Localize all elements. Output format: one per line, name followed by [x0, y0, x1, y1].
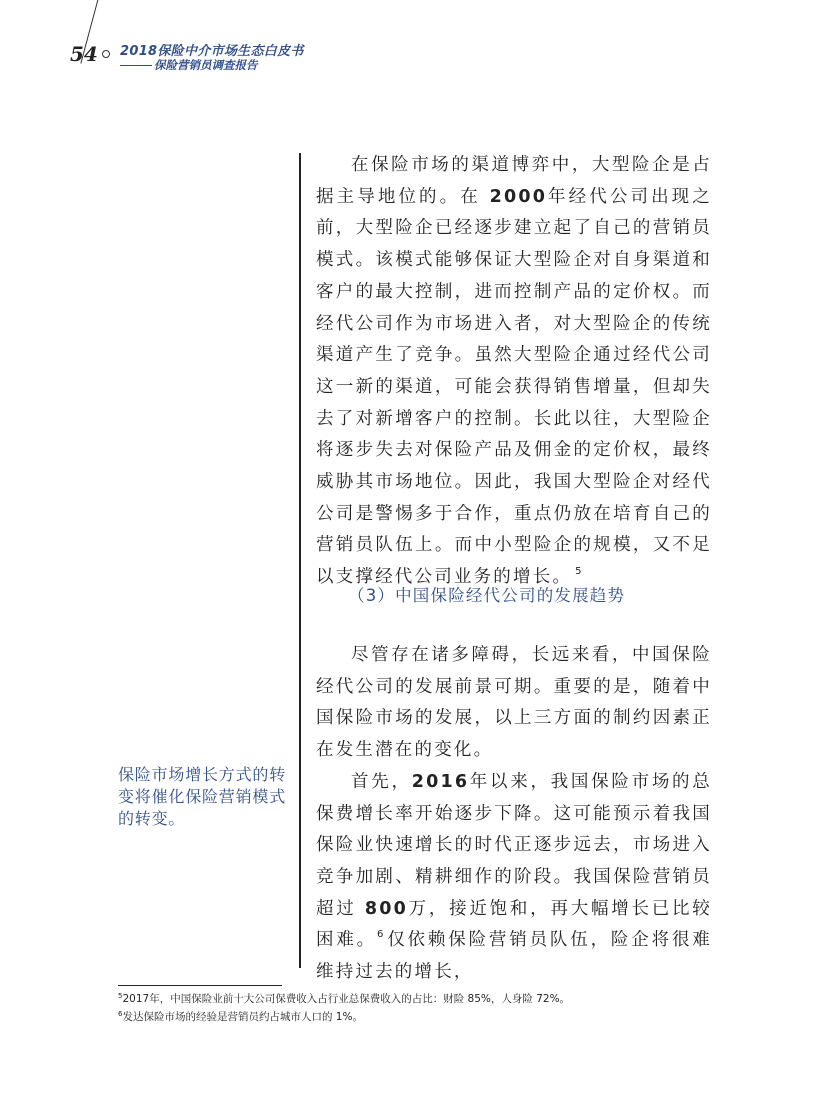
dash-line — [120, 65, 152, 67]
paragraph-1: 在保险市场的渠道博弈中，大型险企是占据主导地位的。在 2000年经代公司出现之前，大型险企已经逐步建立起了自己的营销员模式。该模式能够保证大型险企对自身渠道和客户的最大控制，进而控制产品的定价权。而经代公司作为市场进入者，对大型险企的传统渠道产生了竞争。虽然大型险企通过经代公司这一新的渠道，可能会获得销售增量，但却失去了对新增客户的控制。长此以往，大型险企将逐步失去对保险产品及佣金的定价权，最终威胁其市场地位。因此，我国大型险企对经代公司是警惕多于合作，重点仍放在培育自己的营销员队伍上。而中小型险企的规模，又不足以支撑经代公司业务的增长。 $^5$ — [316, 155, 712, 588]
pull-quote: 保险市场增长方式的转变将催化保险营销模式的转变。 — [118, 765, 287, 828]
page-number: 54 — [70, 42, 98, 66]
footnotes — [118, 990, 570, 1026]
paragraph-2: 尽管存在诸多障碍，长远来看，中国保险经代公司的发展前景可期。重要的是，随着中国保险市场的发展，以上三方面的制约因素正在发生潜在的变化。 — [316, 645, 712, 761]
subtitle-text: 保险营销员调查报告 — [154, 58, 258, 72]
paragraph-3: 首先，2016年以来，我国保险市场的总保费增长率开始逐步下降。这可能预示着我国保险业快速增长的时代正逐步远去，市场进入竞争加剧、精耕细作的阶段。我国保险营销员超过 800万，接近饱和，再大幅增长已比较困难。$^6$仅依赖保险营销员队伍，险企将很难维持过去的增长， — [316, 771, 713, 983]
document-title: 2018保险中介市场生态白皮书 — [120, 44, 304, 59]
footnote-6: $^6$发达保险市场的经验是营销员约占城市人口的 1%。 — [118, 1010, 363, 1023]
header-circle-icon — [102, 50, 110, 58]
footnote-ref-5[interactable]: 5 — [575, 566, 584, 578]
document-subtitle — [120, 57, 258, 73]
column-divider — [299, 153, 301, 968]
footnote-ref-6[interactable]: 6 — [377, 929, 386, 941]
section-heading: （3）中国保险经代公司的发展趋势 — [348, 586, 626, 605]
footnote-divider — [118, 985, 282, 986]
main-text — [316, 150, 712, 594]
main-text-2 — [316, 640, 712, 989]
footnote-5: $^5$2017年，中国保险业前十大公司保费收入占行业总保费收入的占比：财险 85%，人身险 72%。 — [118, 992, 571, 1005]
